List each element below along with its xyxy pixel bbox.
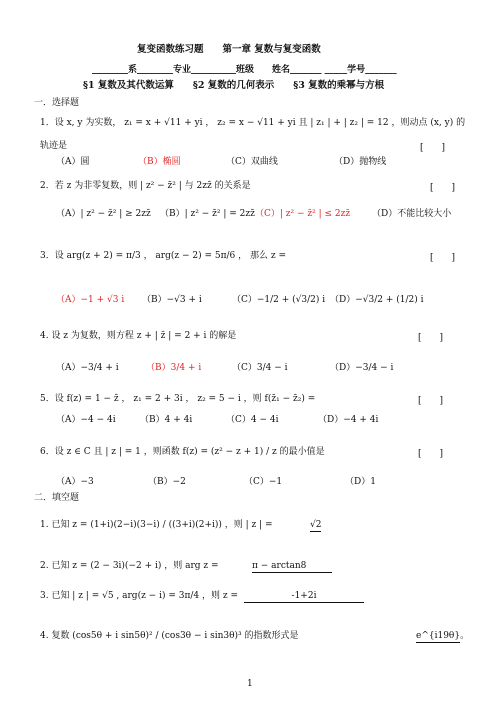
fill-3-stem: 3. 已知 | z | = √5 , arg(z − i) = 3π/4 ，则 z = bbox=[40, 591, 239, 601]
question-4-option-a: （A）−3/4 + i bbox=[56, 363, 119, 373]
question-6-option-a: （A）−3 bbox=[56, 477, 94, 487]
fill-2-answer-wrap bbox=[252, 560, 332, 573]
question-3-bracket: [ ] bbox=[430, 253, 456, 263]
question-5-option-a: （A）−4 − 4i bbox=[56, 415, 116, 425]
question-1-stem: 1．设 x, y 为实数， z₁ = x + √11 + yi ， z₂ = x − √11 + yi 且 | z₁ | + | z₂ | = 12 ，则动点 (x, y) 的 bbox=[40, 118, 466, 128]
question-2-bracket: [ ] bbox=[430, 183, 456, 193]
question-2-stem: 2．若 z 为非零复数，则 | z² − z̄² | 与 2zz̄ 的关系是 bbox=[40, 181, 251, 191]
question-6-option-d: （D）1 bbox=[345, 477, 376, 487]
question-2-option-b: （B）| z² − z̄² | = 2zz̄ bbox=[160, 209, 255, 219]
fill-4-answer-wrap bbox=[416, 630, 469, 643]
question-3-option-d: （D）−√3/2 + (1/2) i bbox=[330, 295, 424, 305]
question-1-option-c: （C）双曲线 bbox=[226, 157, 278, 167]
fill-4-suffix: 。 bbox=[460, 631, 470, 641]
student-info-line: ________系________专业__________班级 姓名_______ _____学号_______ bbox=[92, 65, 397, 75]
question-5-option-d: （D）−4 + 4i bbox=[318, 415, 379, 425]
question-5-option-c: （C）4 − 4i bbox=[226, 415, 279, 425]
section-heading-fill: 二．填空题 bbox=[34, 493, 80, 503]
question-4-stem: 4. 设 z 为复数，则方程 z + | z̄ | = 2 + i 的解是 bbox=[40, 331, 237, 341]
question-1-option-d: （D）抛物线 bbox=[334, 157, 387, 167]
question-4-option-b: （B）3/4 + i bbox=[146, 363, 202, 373]
question-3-option-b: （B）−√3 + i bbox=[142, 295, 202, 305]
question-5-bracket: [ ] bbox=[418, 396, 444, 406]
fill-3-answer: -1+2i bbox=[244, 590, 364, 603]
question-1-stem-cont: 轨迹是 bbox=[40, 141, 68, 151]
question-3-stem: 3．设 arg(z + 2) = π/3 ， arg(z − 2) = 5π/6 ， 那么 z = bbox=[40, 251, 286, 261]
page-number: 1 bbox=[247, 679, 253, 689]
fill-4-answer: e^{i19θ} bbox=[416, 631, 461, 641]
doc-title: 复变函数练习题 第一章 复数与复变函数 bbox=[137, 44, 321, 55]
question-2-option-a: （A）| z² − z̄² | ≥ 2zz̄ bbox=[56, 209, 151, 219]
fill-4-stem: 4. 复数 (cos5θ + i sin5θ)² / (cos3θ − i sin3θ)³ 的指数形式是 bbox=[40, 631, 299, 641]
fill-1-answer-wrap bbox=[310, 519, 321, 532]
question-6-option-c: （C）−1 bbox=[244, 477, 283, 487]
question-6-bracket: [ ] bbox=[418, 449, 444, 459]
section-list: §1 复数及其代数运算 §2 复数的几何表示 §3 复数的乘幂与方根 bbox=[83, 80, 385, 91]
section-heading-choice: 一．选择题 bbox=[34, 98, 80, 108]
question-3-option-c: （C）−1/2 + (√3/2) i bbox=[232, 295, 326, 305]
question-4-bracket: [ ] bbox=[418, 333, 444, 343]
question-2-option-d: （D）不能比较大小 bbox=[372, 209, 452, 219]
fill-2-stem: 2. 已知 z = (2 − 3i)(−2 + i) ，则 arg z = bbox=[40, 561, 219, 571]
question-4-option-d: （D）−3/4 − i bbox=[330, 363, 394, 373]
fill-1-answer: √2 bbox=[310, 520, 322, 530]
question-1-option-a: （A）圆 bbox=[56, 157, 90, 167]
question-5-option-b: （B）4 + 4i bbox=[140, 415, 193, 425]
question-2-option-c: （C）| z² − z̄² | ≤ 2zz̄ bbox=[255, 209, 351, 219]
question-6-option-b: （B）−2 bbox=[148, 477, 186, 487]
question-4-option-c: （C）3/4 − i bbox=[232, 363, 288, 373]
question-3-option-a: （A）−1 + √3 i bbox=[56, 295, 125, 305]
fill-2-answer: π − arctan8 bbox=[252, 560, 332, 573]
question-5-stem: 5．设 f(z) = 1 − z̄ ， z₁ = 2 + 3i ， z₂ = 5 − i ，则 f(z̄₁ − z̄₂) = bbox=[40, 394, 316, 404]
question-6-stem: 6．设 z ∈ C 且 | z | = 1 ，则函数 f(z) = (z² − z + 1) / z 的最小值是 bbox=[40, 447, 325, 457]
fill-1-stem: 1. 已知 z = (1+i)(2−i)(3−i) / ((3+i)(2+i)) ，则 | z | = bbox=[40, 520, 273, 530]
fill-3-answer-wrap bbox=[244, 590, 364, 603]
question-1-bracket: [ ] bbox=[420, 143, 446, 153]
question-1-option-b: （B）椭圆 bbox=[138, 157, 181, 167]
